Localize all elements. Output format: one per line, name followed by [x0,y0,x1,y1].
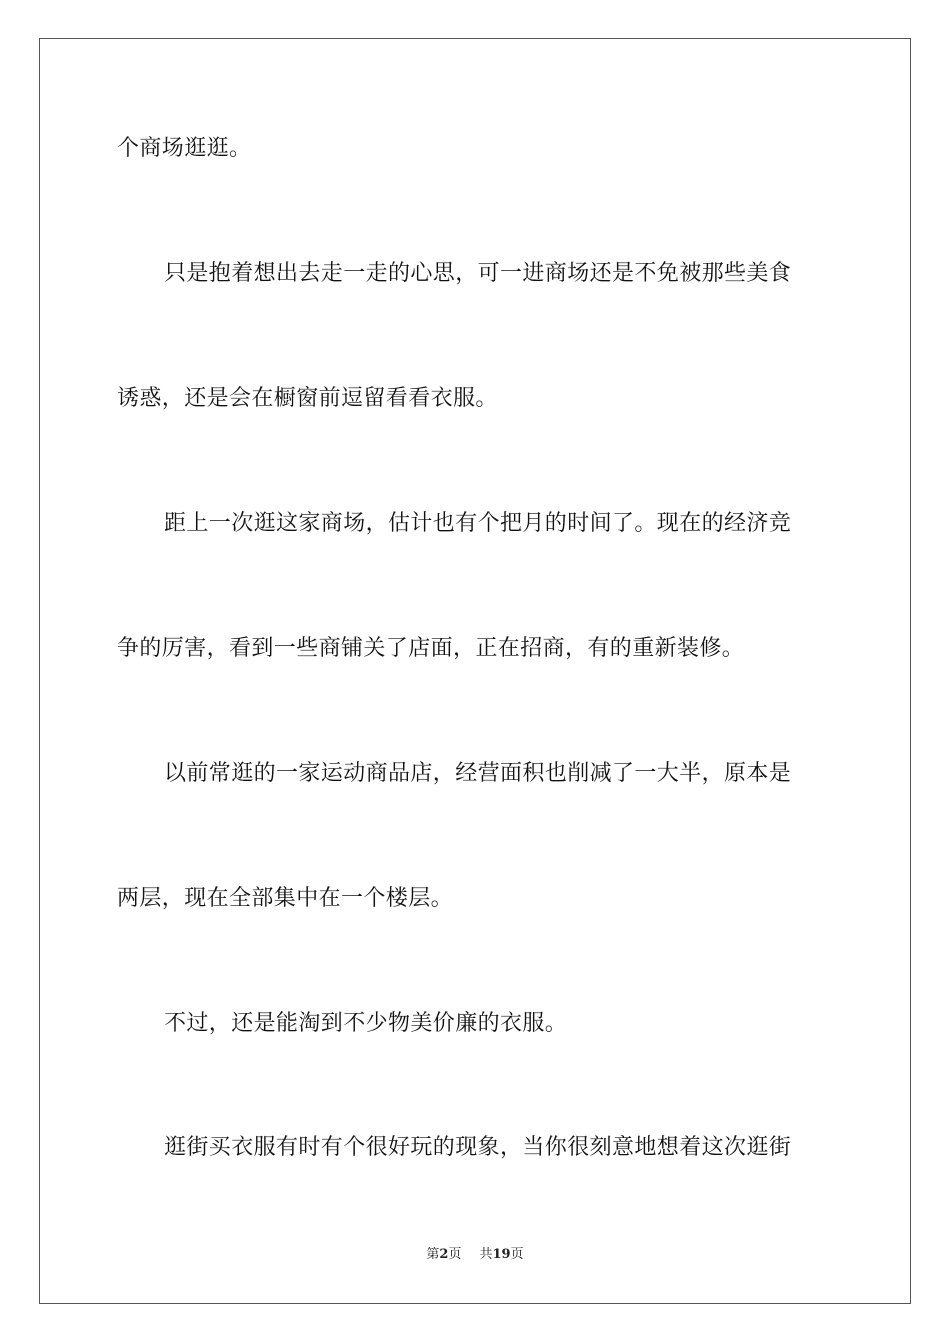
footer-total-suffix: 页 [510,1247,524,1262]
footer-page-suffix: 页 [448,1247,462,1262]
text-line-4: 距上一次逛这家商场，估计也有个把月的时间了。现在的经济竞 [164,511,792,536]
text-line-5: 争的厉害，看到一些商铺关了店面，正在招商，有的重新装修。 [117,636,745,661]
text-line-9: 逛街买衣服有时有个很好玩的现象，当你很刻意地想着这次逛街 [164,1135,792,1160]
page-footer [0,1246,950,1264]
footer-page-prefix: 第 [426,1247,440,1262]
text-line-8: 不过，还是能淘到不少物美价廉的衣服。 [164,1011,568,1036]
text-line-7: 两层，现在全部集中在一个楼层。 [117,886,454,911]
text-line-2: 只是抱着想出去走一走的心思，可一进商场还是不免被那些美食 [164,261,792,286]
footer-page-number: 2 [439,1247,449,1262]
text-line-1: 个商场逛逛。 [117,136,252,161]
text-line-3: 诱惑，还是会在橱窗前逗留看看衣服。 [117,386,498,411]
footer-total-prefix: 共 [479,1247,493,1262]
footer-total-number: 19 [492,1247,511,1262]
page-border [39,38,911,1304]
text-line-6: 以前常逛的一家运动商品店，经营面积也削减了一大半，原本是 [164,761,792,786]
